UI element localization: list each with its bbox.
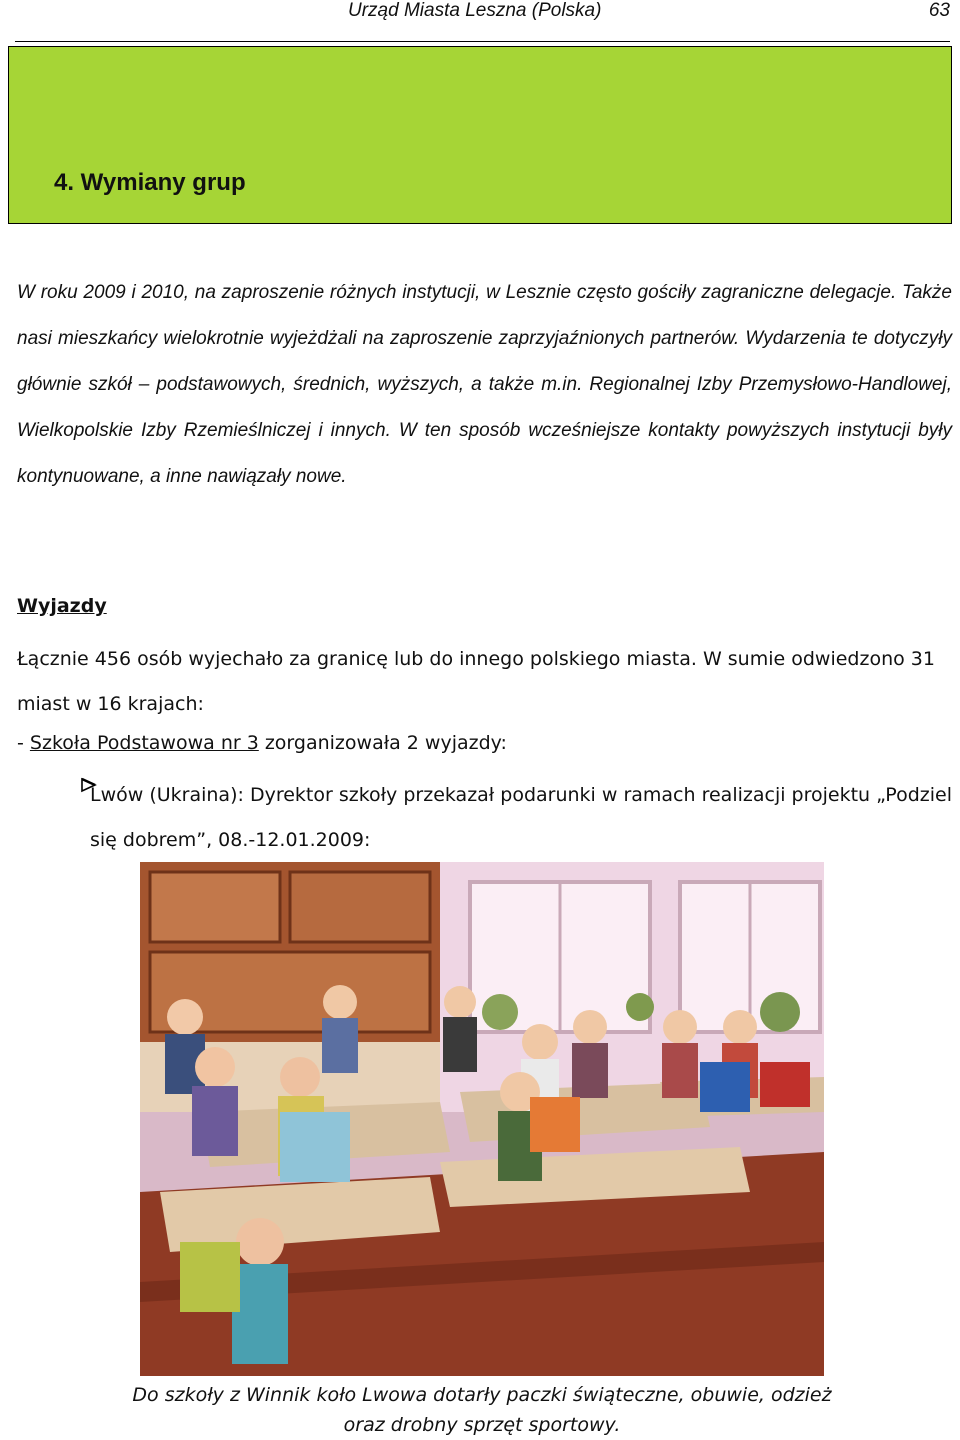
section-heading: 4. Wymiany grup bbox=[54, 169, 246, 196]
school-name: Szkoła Podstawowa nr 3 bbox=[29, 732, 259, 754]
school-suffix: zorganizowała 2 wyjazdy: bbox=[258, 732, 507, 754]
intro-paragraph: W roku 2009 i 2010, na zaproszenie różnych instytucji, w Lesznie często gościły zagraniczne delegacje. Także nasi mieszkańcy wielokrotnie wyjeżdżali na zaproszenie zaprzyjaźnionych partnerów. Wydarzenia te dotyczyły głównie szkół – podstawowych, średnich, wyższych, a także m.in. Regionalnej Izby Przemysłowo-Handlowej, Wielkopolskie Izby Rzemieślniczej i innych. W ten sposób wcześniejsze kontakty powyższych instytucji były kontynuowane, a inne nawiązały nowe. bbox=[17, 282, 952, 487]
school-prefix: - bbox=[17, 732, 30, 754]
section-banner bbox=[8, 46, 952, 224]
header-organization: Urząd Miasta Leszna (Polska) bbox=[348, 0, 602, 21]
classroom-photo-illustration bbox=[140, 862, 824, 1376]
header-rule bbox=[15, 41, 950, 42]
classroom-photo bbox=[140, 862, 824, 1376]
page-header bbox=[15, 0, 950, 26]
page-number: 63 bbox=[928, 0, 950, 21]
section-title: Wyjazdy bbox=[17, 595, 107, 617]
trips-summary: Łącznie 456 osób wyjechało za granicę lub do innego polskiego miasta. W sumie odwiedzono 31 miast w 16 krajach: bbox=[17, 648, 935, 715]
photo-caption: Do szkoły z Winnik koło Lwowa dotarły paczki świąteczne, obuwie, odzież oraz drobny sprzęt sportowy. bbox=[132, 1384, 832, 1436]
bullet-text: Lwów (Ukraina): Dyrektor szkoły przekazał podarunki w ramach realizacji projektu „Podziel się dobrem”, 08.-12.01.2009: bbox=[90, 784, 952, 851]
school-line bbox=[17, 729, 507, 757]
